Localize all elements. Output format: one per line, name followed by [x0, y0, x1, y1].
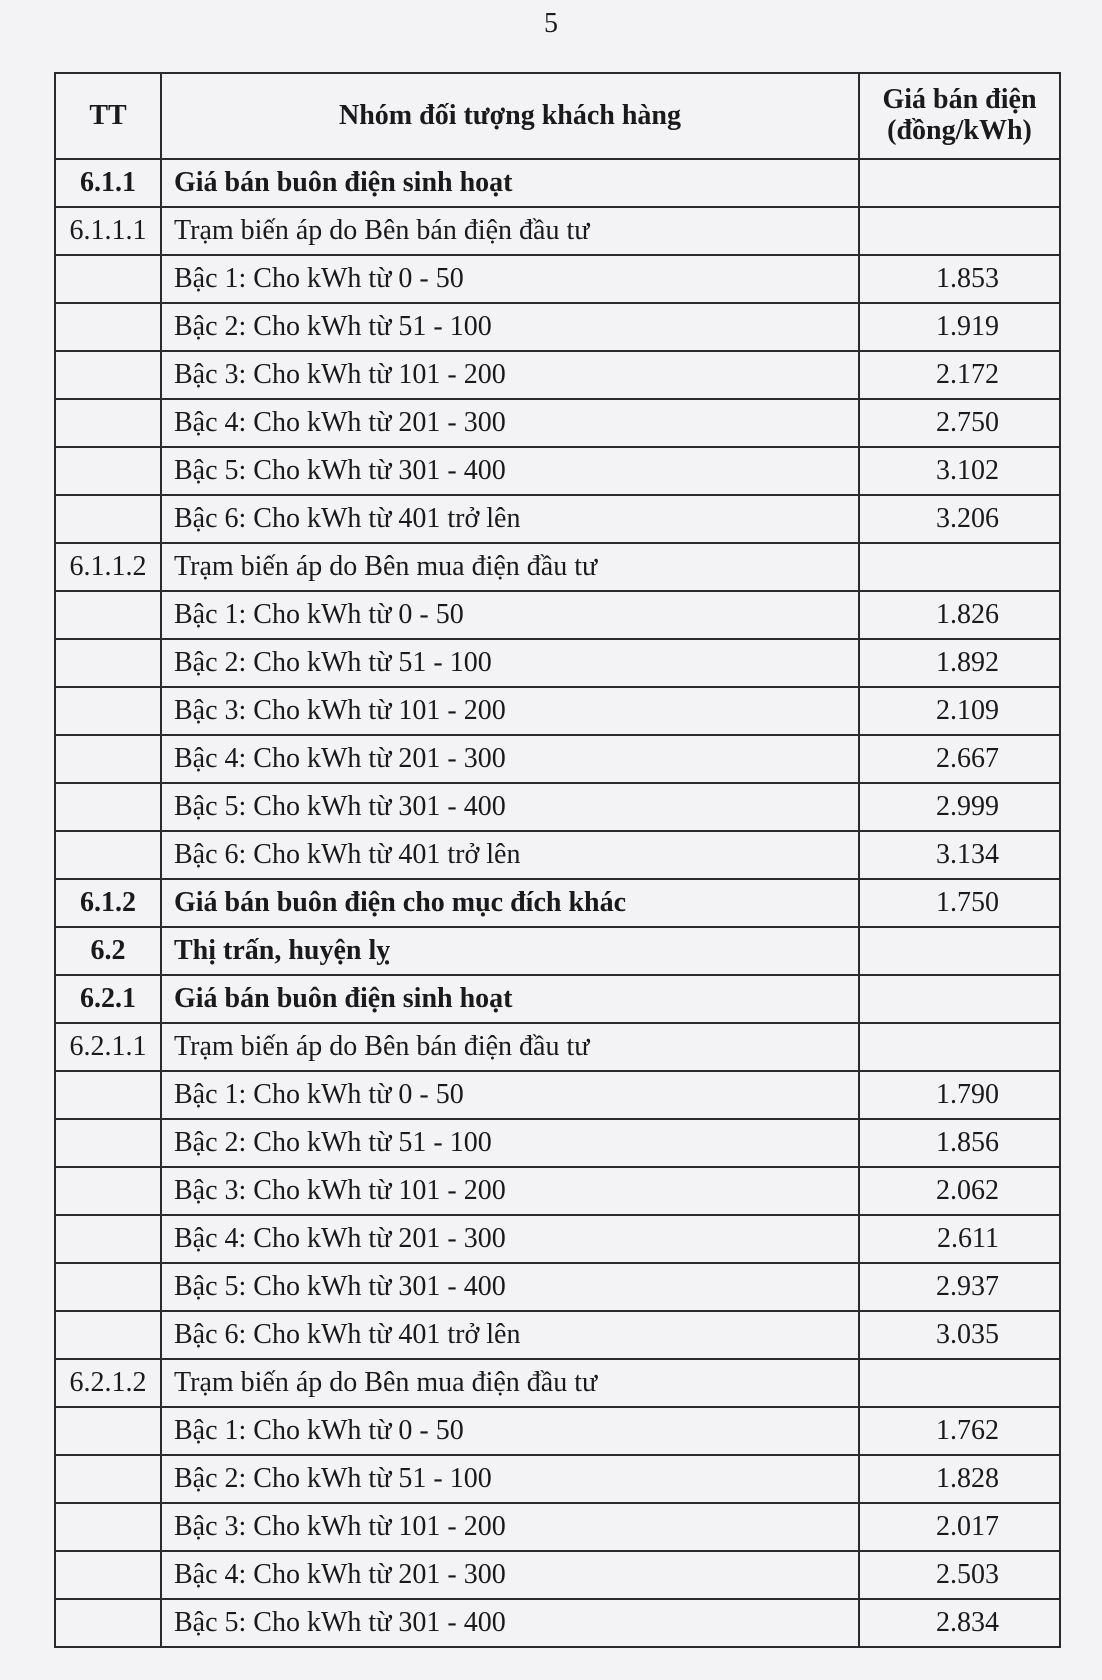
header-price [859, 73, 1060, 159]
cell-tt [55, 1167, 161, 1215]
cell-customer-group: Bậc 2: Cho kWh từ 51 - 100 [161, 1119, 859, 1167]
cell-tt [55, 351, 161, 399]
cell-customer-group: Bậc 4: Cho kWh từ 201 - 300 [161, 1551, 859, 1599]
cell-tt [55, 687, 161, 735]
cell-tt [55, 1071, 161, 1119]
table-row [55, 1071, 1060, 1119]
cell-tt [55, 1551, 161, 1599]
cell-price: 2.750 [859, 399, 1060, 447]
cell-tt [55, 399, 161, 447]
cell-tt [55, 639, 161, 687]
cell-price [859, 207, 1060, 255]
cell-price [859, 1359, 1060, 1407]
cell-customer-group: Giá bán buôn điện sinh hoạt [161, 975, 859, 1023]
table-row [55, 399, 1060, 447]
cell-tt [55, 591, 161, 639]
cell-price: 1.828 [859, 1455, 1060, 1503]
table-row [55, 1311, 1060, 1359]
cell-price: 3.206 [859, 495, 1060, 543]
cell-customer-group: Bậc 5: Cho kWh từ 301 - 400 [161, 783, 859, 831]
cell-tt: 6.2.1 [55, 975, 161, 1023]
cell-price [859, 975, 1060, 1023]
cell-tt [55, 1263, 161, 1311]
cell-price: 2.503 [859, 1551, 1060, 1599]
cell-price: 2.667 [859, 735, 1060, 783]
cell-price: 3.102 [859, 447, 1060, 495]
cell-customer-group: Bậc 3: Cho kWh từ 101 - 200 [161, 687, 859, 735]
table-row [55, 879, 1060, 927]
cell-customer-group: Bậc 6: Cho kWh từ 401 trở lên [161, 1311, 859, 1359]
cell-tt: 6.1.2 [55, 879, 161, 927]
cell-tt: 6.1.1.2 [55, 543, 161, 591]
table-row [55, 159, 1060, 207]
cell-customer-group: Trạm biến áp do Bên mua điện đầu tư [161, 543, 859, 591]
cell-tt [55, 1407, 161, 1455]
cell-customer-group: Bậc 5: Cho kWh từ 301 - 400 [161, 447, 859, 495]
cell-tt [55, 783, 161, 831]
cell-customer-group: Bậc 1: Cho kWh từ 0 - 50 [161, 1407, 859, 1455]
table-row [55, 447, 1060, 495]
cell-price: 2.017 [859, 1503, 1060, 1551]
cell-tt: 6.2.1.1 [55, 1023, 161, 1071]
table-row [55, 1215, 1060, 1263]
cell-price: 1.856 [859, 1119, 1060, 1167]
cell-customer-group: Bậc 4: Cho kWh từ 201 - 300 [161, 735, 859, 783]
cell-price: 2.834 [859, 1599, 1060, 1647]
cell-customer-group: Bậc 6: Cho kWh từ 401 trở lên [161, 831, 859, 879]
cell-price [859, 1023, 1060, 1071]
cell-price: 1.750 [859, 879, 1060, 927]
table-row [55, 1503, 1060, 1551]
cell-customer-group: Bậc 2: Cho kWh từ 51 - 100 [161, 639, 859, 687]
header-price-line1: Giá bán điện [882, 84, 1037, 116]
cell-customer-group: Bậc 3: Cho kWh từ 101 - 200 [161, 1503, 859, 1551]
table-row [55, 543, 1060, 591]
cell-tt [55, 1455, 161, 1503]
electricity-price-table [54, 72, 1061, 1648]
table-row [55, 255, 1060, 303]
cell-price: 2.062 [859, 1167, 1060, 1215]
cell-customer-group: Bậc 4: Cho kWh từ 201 - 300 [161, 399, 859, 447]
cell-tt [55, 1119, 161, 1167]
cell-price: 1.853 [859, 255, 1060, 303]
cell-price: 2.109 [859, 687, 1060, 735]
header-customer-group: Nhóm đối tượng khách hàng [161, 73, 859, 159]
cell-tt [55, 303, 161, 351]
cell-customer-group: Bậc 2: Cho kWh từ 51 - 100 [161, 303, 859, 351]
header-price-line2: (đồng/kWh) [887, 115, 1032, 146]
cell-tt [55, 447, 161, 495]
cell-price: 2.937 [859, 1263, 1060, 1311]
cell-tt [55, 1599, 161, 1647]
cell-price [859, 543, 1060, 591]
cell-customer-group: Bậc 2: Cho kWh từ 51 - 100 [161, 1455, 859, 1503]
table-row [55, 207, 1060, 255]
cell-tt: 6.2.1.2 [55, 1359, 161, 1407]
cell-customer-group: Trạm biến áp do Bên mua điện đầu tư [161, 1359, 859, 1407]
cell-tt [55, 255, 161, 303]
table-row [55, 495, 1060, 543]
table-row [55, 303, 1060, 351]
table-row [55, 1119, 1060, 1167]
cell-price: 2.999 [859, 783, 1060, 831]
table-row [55, 1455, 1060, 1503]
cell-price: 3.035 [859, 1311, 1060, 1359]
table-row [55, 1359, 1060, 1407]
table-row [55, 351, 1060, 399]
cell-price: 1.762 [859, 1407, 1060, 1455]
cell-tt [55, 831, 161, 879]
cell-tt [55, 1215, 161, 1263]
table-row [55, 1263, 1060, 1311]
table-row [55, 1023, 1060, 1071]
cell-price: 1.919 [859, 303, 1060, 351]
cell-price: 1.826 [859, 591, 1060, 639]
cell-tt: 6.2 [55, 927, 161, 975]
table-row [55, 975, 1060, 1023]
cell-customer-group: Giá bán buôn điện cho mục đích khác [161, 879, 859, 927]
table-row [55, 1407, 1060, 1455]
cell-price: 2.611 [859, 1215, 1060, 1263]
cell-price: 1.790 [859, 1071, 1060, 1119]
table-row [55, 927, 1060, 975]
cell-customer-group: Thị trấn, huyện lỵ [161, 927, 859, 975]
table-row [55, 735, 1060, 783]
cell-price [859, 159, 1060, 207]
cell-tt: 6.1.1 [55, 159, 161, 207]
cell-customer-group: Trạm biến áp do Bên bán điện đầu tư [161, 207, 859, 255]
cell-customer-group: Bậc 4: Cho kWh từ 201 - 300 [161, 1215, 859, 1263]
table-row [55, 783, 1060, 831]
cell-tt [55, 1503, 161, 1551]
cell-price [859, 927, 1060, 975]
cell-customer-group: Bậc 1: Cho kWh từ 0 - 50 [161, 255, 859, 303]
cell-price: 1.892 [859, 639, 1060, 687]
cell-customer-group: Bậc 3: Cho kWh từ 101 - 200 [161, 1167, 859, 1215]
cell-customer-group: Bậc 6: Cho kWh từ 401 trở lên [161, 495, 859, 543]
cell-tt [55, 495, 161, 543]
table-body [55, 159, 1060, 1647]
cell-customer-group: Bậc 1: Cho kWh từ 0 - 50 [161, 1071, 859, 1119]
cell-tt [55, 735, 161, 783]
cell-customer-group: Bậc 5: Cho kWh từ 301 - 400 [161, 1263, 859, 1311]
cell-price: 2.172 [859, 351, 1060, 399]
table-row [55, 639, 1060, 687]
table-row [55, 687, 1060, 735]
table-header-row [55, 73, 1060, 159]
cell-customer-group: Bậc 3: Cho kWh từ 101 - 200 [161, 351, 859, 399]
cell-price: 3.134 [859, 831, 1060, 879]
cell-customer-group: Trạm biến áp do Bên bán điện đầu tư [161, 1023, 859, 1071]
cell-tt [55, 1311, 161, 1359]
cell-customer-group: Bậc 5: Cho kWh từ 301 - 400 [161, 1599, 859, 1647]
cell-tt: 6.1.1.1 [55, 207, 161, 255]
table-row [55, 1551, 1060, 1599]
cell-customer-group: Giá bán buôn điện sinh hoạt [161, 159, 859, 207]
table-row [55, 1167, 1060, 1215]
table-row [55, 1599, 1060, 1647]
cell-customer-group: Bậc 1: Cho kWh từ 0 - 50 [161, 591, 859, 639]
table-row [55, 831, 1060, 879]
table-row [55, 591, 1060, 639]
page-number: 5 [544, 8, 558, 39]
header-tt: TT [55, 73, 161, 159]
